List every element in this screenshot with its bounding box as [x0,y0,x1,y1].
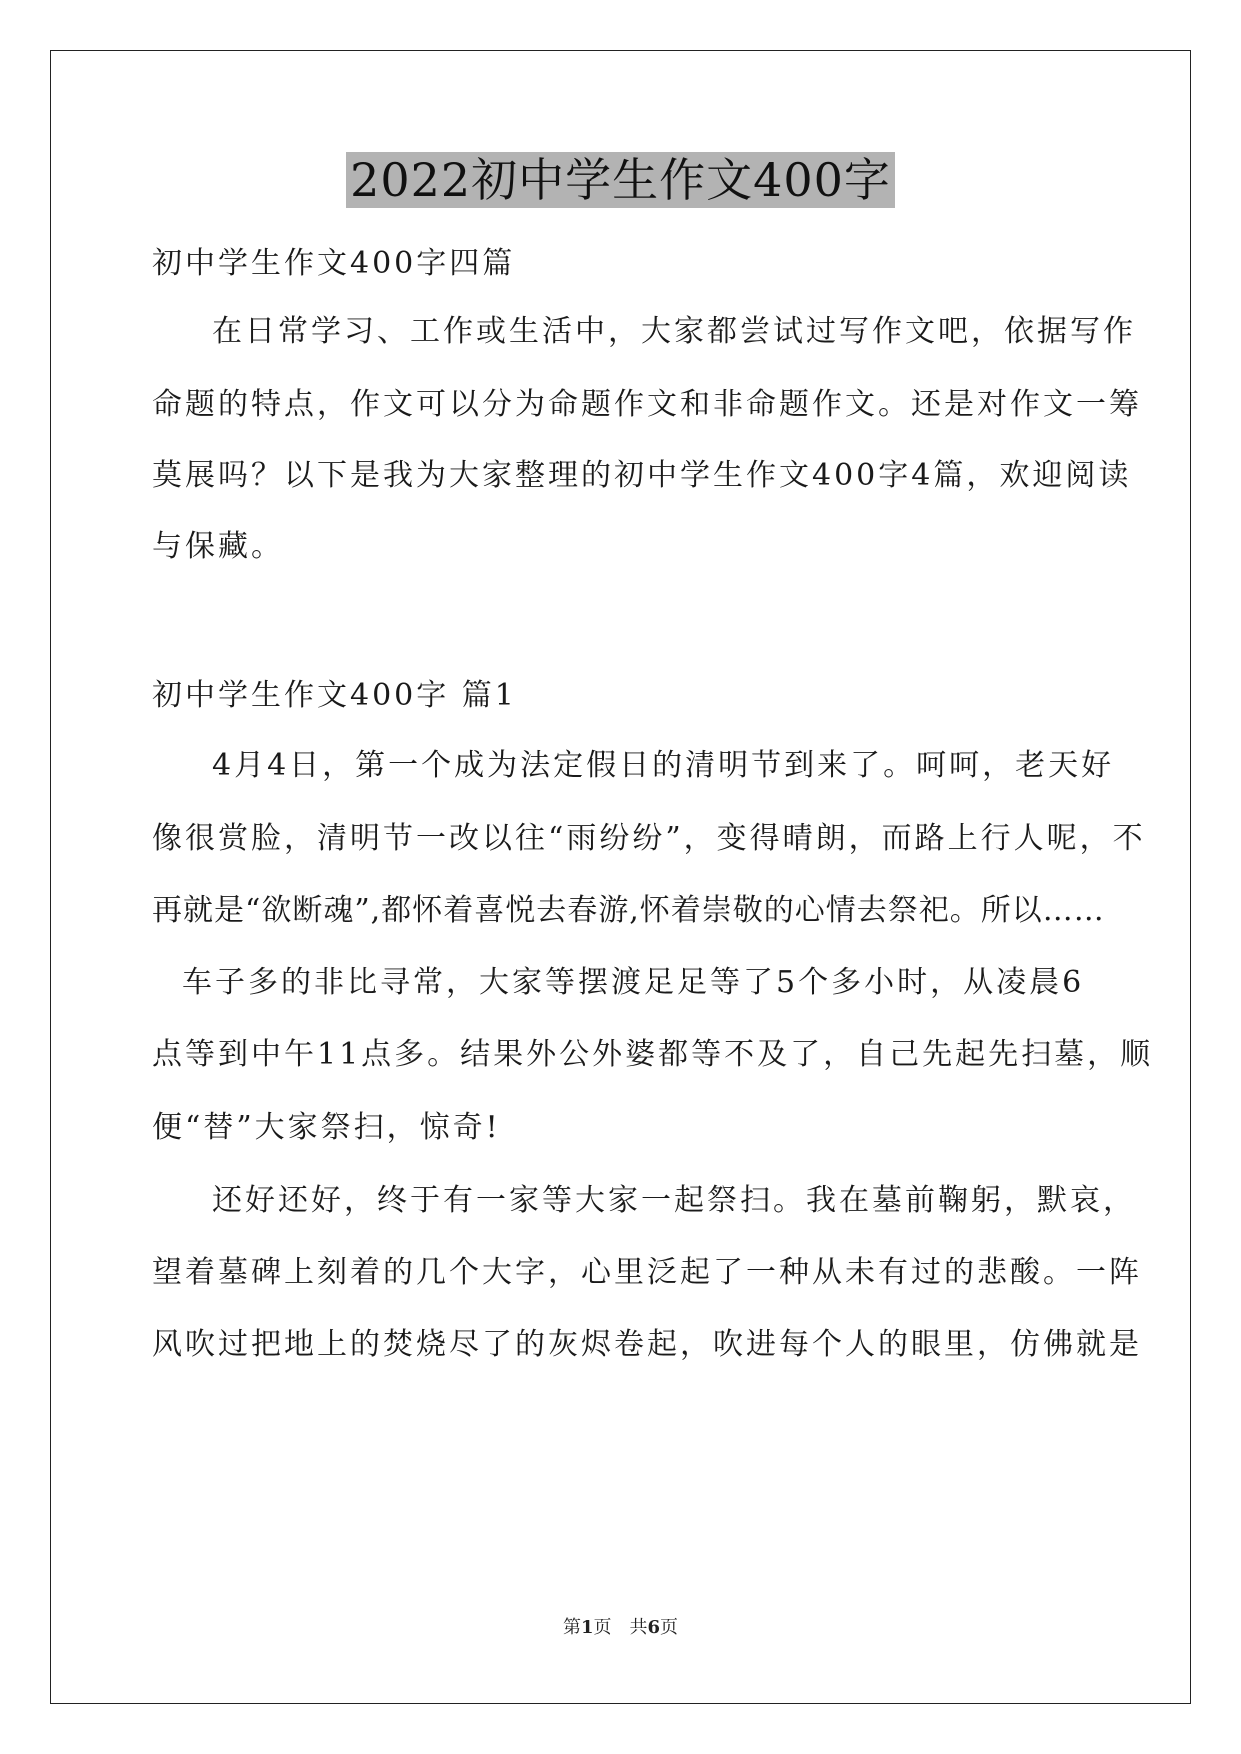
paragraph-line: 在日常学习、工作或生活中，大家都尝试过写作文吧，依据写作 [212,314,1136,349]
footer-page-number: 1 [580,1617,594,1638]
paragraph-line: 命题的特点，作文可以分为命题作文和非命题作文。还是对作文一筹 [152,387,1142,422]
page-footer [0,1616,1241,1640]
paragraph-line: 风吹过把地上的焚烧尽了的灰烬卷起，吹进每个人的眼里，仿佛就是 [152,1327,1142,1362]
title-container [0,152,1241,208]
footer-prefix: 第 [562,1617,581,1638]
paragraph-line: 再就是“欲断魂”,都怀着喜悦去春游,怀着崇敬的心情去祭祀。所以…… [152,893,1105,928]
paragraph-line: 点等到中午11点多。结果外公外婆都等不及了，自己先起先扫墓，顺 [152,1037,1154,1072]
paragraph-line: 便“替”大家祭扫，惊奇! [152,1110,501,1145]
paragraph-line: 与保藏。 [152,529,284,564]
paragraph-line: 车子多的非比寻常，大家等摆渡足足等了5个多小时，从凌晨6 [182,965,1085,1000]
document-title: 2022初中学生作文400字 [346,152,895,208]
footer-suffix: 页 [660,1617,679,1638]
paragraph-line: 还好还好，终于有一家等大家一起祭扫。我在墓前鞠躬，默哀， [212,1183,1136,1218]
paragraph-line: 像很赏脸，清明节一改以往“雨纷纷”，变得晴朗，而路上行人呢，不 [152,821,1146,856]
paragraph-line: 莫展吗？以下是我为大家整理的初中学生作文400字4篇，欢迎阅读 [152,458,1132,493]
paragraph-line: 4月4日，第一个成为法定假日的清明节到来了。呵呵，老天好 [212,748,1115,783]
footer-mid: 页 共 [593,1617,648,1638]
footer-total-pages: 6 [647,1617,661,1638]
paragraph-line: 望着墓碑上刻着的几个大字，心里泛起了一种从未有过的悲酸。一阵 [152,1255,1142,1290]
subtitle-line: 初中学生作文400字四篇 [152,246,516,281]
page-border [50,50,1191,1704]
section-heading: 初中学生作文400字 篇1 [152,678,517,713]
